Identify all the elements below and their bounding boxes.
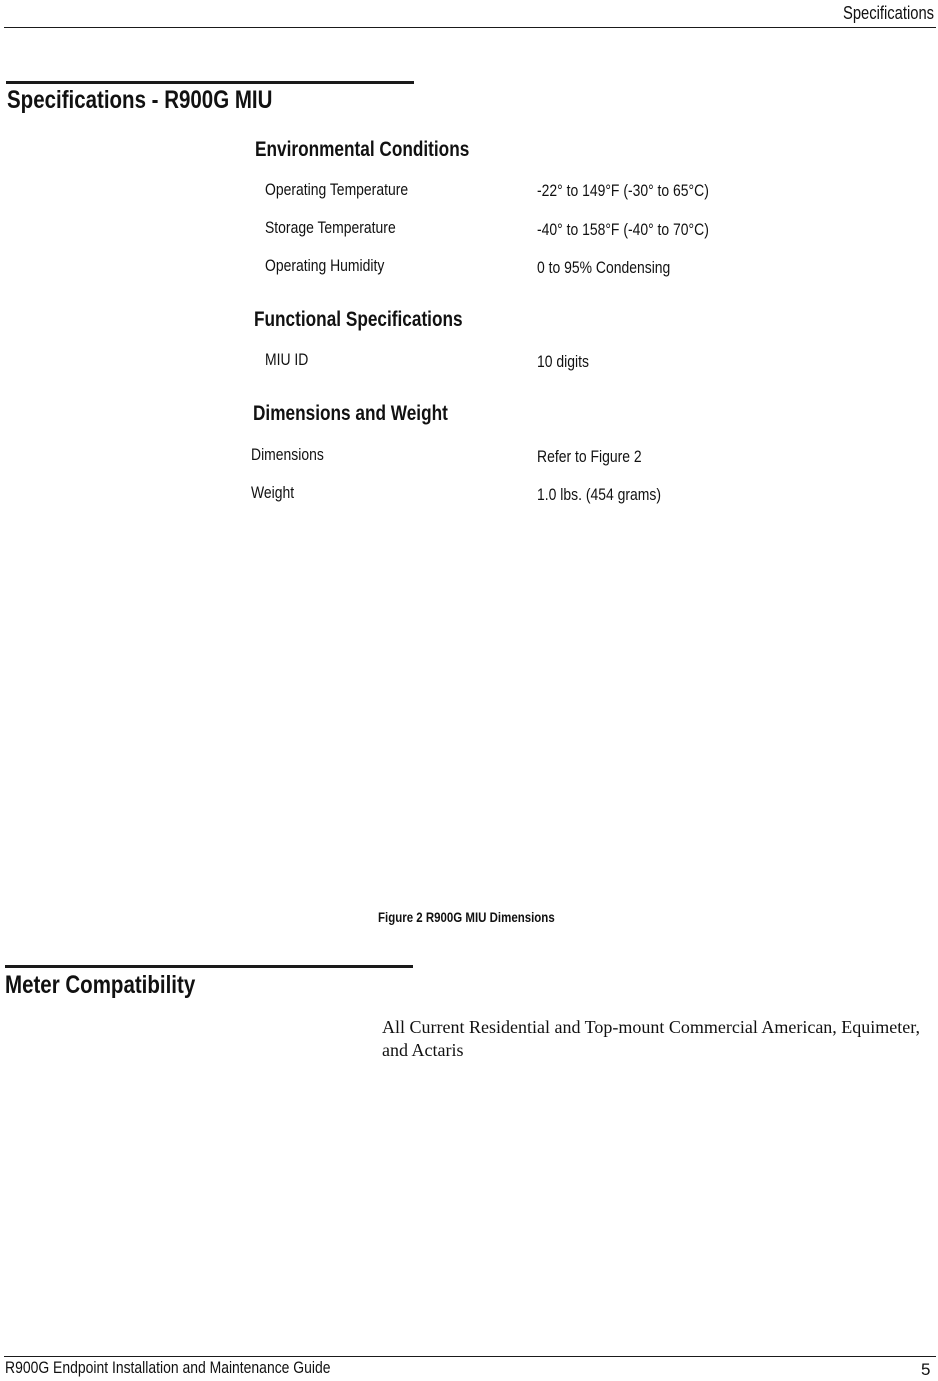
spec-label-storage-temp: Storage Temperature: [265, 218, 396, 237]
header-rule: [4, 27, 936, 28]
spec-label-operating-temp: Operating Temperature: [265, 180, 409, 199]
footer-rule: [4, 1356, 936, 1357]
env-heading: Environmental Conditions: [255, 138, 470, 161]
func-heading: Functional Specifications: [254, 308, 463, 331]
meter-compatibility-text: All Current Residential and Top-mount Commercial American, Equimeter, and Actaris: [382, 1017, 921, 1060]
spec-label-weight: Weight: [251, 483, 295, 502]
spec-label-operating-humidity: Operating Humidity: [265, 256, 385, 275]
spec-value-miu-id: 10 digits: [537, 352, 589, 371]
section-title-specs: Specifications - R900G MIU: [7, 86, 273, 114]
section-rule-meter: [5, 965, 413, 968]
dims-heading: Dimensions and Weight: [253, 402, 448, 425]
spec-value-weight: 1.0 lbs. (454 grams): [537, 485, 661, 504]
spec-value-operating-temp: -22° to 149°F (-30° to 65°C): [537, 181, 709, 200]
spec-value-operating-humidity: 0 to 95% Condensing: [537, 258, 671, 277]
footer-guide-title: R900G Endpoint Installation and Maintenance Guide: [5, 1358, 331, 1377]
section-rule-specs: [6, 81, 414, 84]
spec-label-dimensions: Dimensions: [251, 445, 324, 464]
figure-caption: Figure 2 R900G MIU Dimensions: [378, 909, 555, 925]
spec-value-storage-temp: -40° to 158°F (-40° to 70°C): [537, 220, 709, 239]
spec-label-miu-id: MIU ID: [265, 350, 309, 369]
section-title-meter: Meter Compatibility: [5, 971, 196, 999]
page-number: 5: [921, 1360, 931, 1379]
spec-value-dimensions: Refer to Figure 2: [537, 447, 642, 466]
running-header: Specifications: [842, 3, 934, 23]
